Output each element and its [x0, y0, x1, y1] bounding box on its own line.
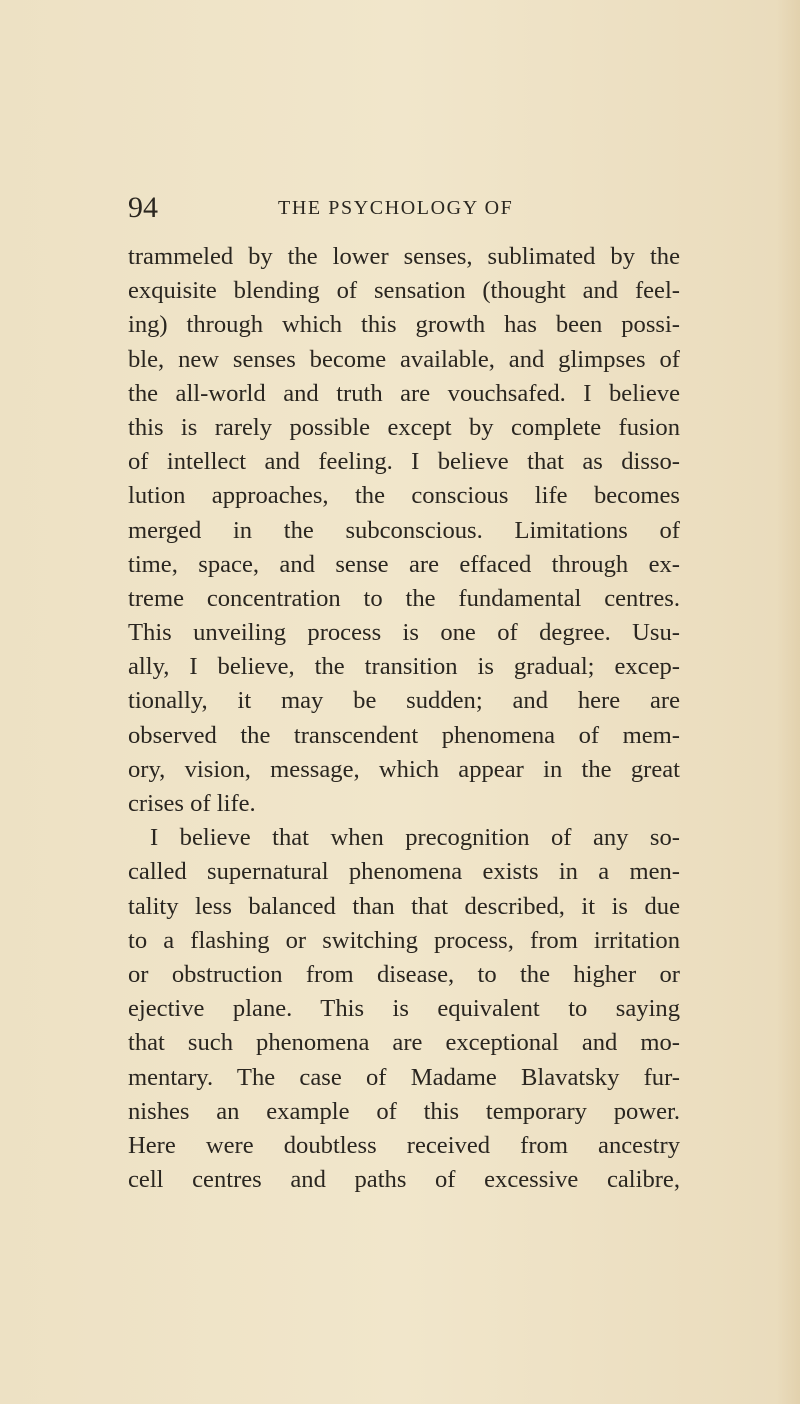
- text-line: or obstruction from disease, to the higher or: [128, 960, 680, 988]
- text-line: exquisite blending of sensation (thought and feel-: [128, 277, 680, 305]
- text-line: this is rarely possible except by complete fusion: [128, 413, 680, 441]
- text-line: cell centres and paths of excessive calibre,: [128, 1166, 680, 1194]
- page-number: 94: [128, 191, 158, 224]
- text-line: that such phenomena are exceptional and mo-: [128, 1029, 680, 1057]
- text-line: treme concentration to the fundamental centres.: [128, 584, 680, 612]
- text-line: ory, vision, message, which appear in the great: [128, 755, 680, 783]
- text-line: ally, I believe, the transition is gradual; excep-: [128, 653, 680, 681]
- text-line: trammeled by the lower senses, sublimated by the: [128, 243, 680, 270]
- text-line: merged in the subconscious. Limitations of: [128, 516, 680, 544]
- running-head-title: THE PSYCHOLOGY OF: [278, 197, 514, 219]
- text-line: ble, new senses become available, and glimpses of: [128, 345, 680, 373]
- text-line: nishes an example of this temporary power.: [128, 1097, 680, 1125]
- text-line: to a flashing or switching process, from irritation: [128, 926, 680, 954]
- paragraph-first-line: I believe that when precognition of any so-: [150, 824, 680, 852]
- text-line: observed the transcendent phenomena of mem-: [128, 721, 680, 749]
- text-line: ing) through which this growth has been possi-: [128, 311, 680, 339]
- body-text: [128, 240, 680, 1197]
- text-line: the all-world and truth are vouchsafed. I believe: [128, 379, 680, 407]
- text-line: This unveiling process is one of degree. Usu-: [128, 619, 680, 647]
- paragraph-end-line: crises of life.: [128, 790, 256, 817]
- text-line: Here were doubtless received from ancestry: [128, 1131, 680, 1159]
- text-line: ejective plane. This is equivalent to saying: [128, 995, 680, 1023]
- running-head: [128, 188, 688, 228]
- text-line: tionally, it may be sudden; and here are: [128, 687, 680, 715]
- text-line: mentary. The case of Madame Blavatsky fur-: [128, 1063, 680, 1091]
- text-line: tality less balanced than that described, it is due: [128, 892, 680, 920]
- text-line: time, space, and sense are effaced through ex-: [128, 550, 680, 578]
- text-line: called supernatural phenomena exists in a men-: [128, 858, 680, 886]
- text-line: of intellect and feeling. I believe that as disso-: [128, 448, 680, 476]
- text-line: lution approaches, the conscious life becomes: [128, 482, 680, 510]
